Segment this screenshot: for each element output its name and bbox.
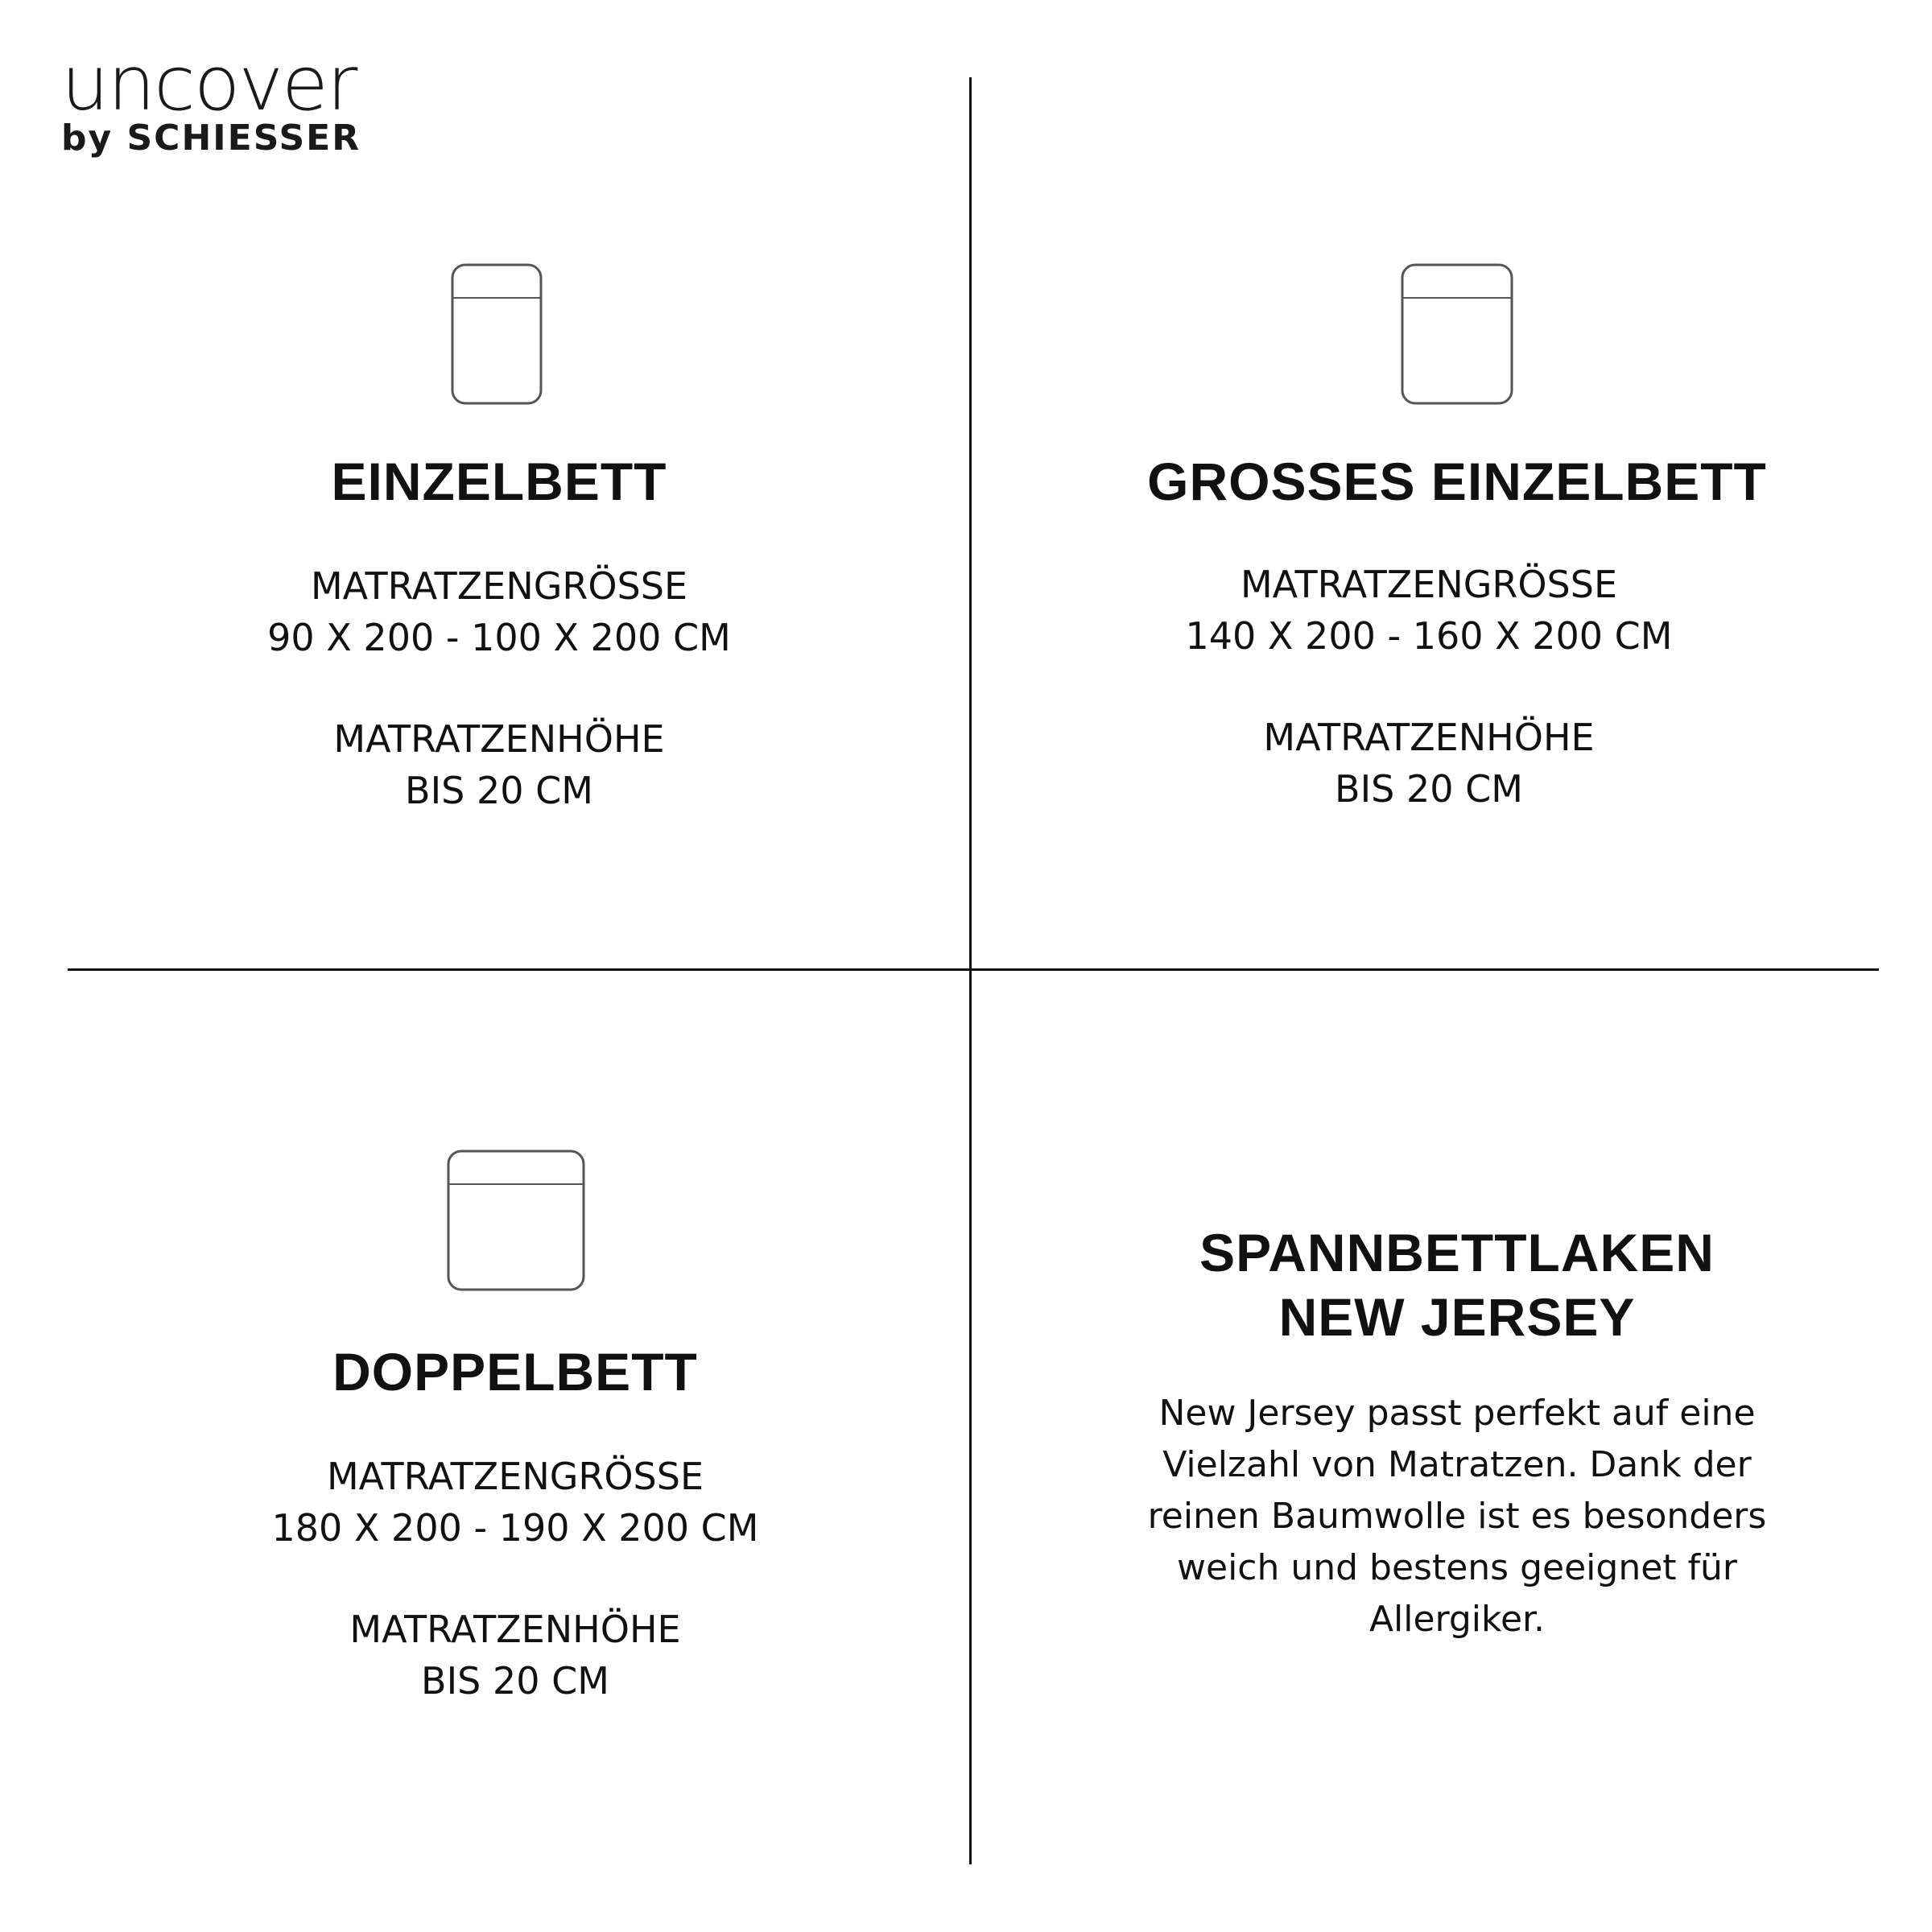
height-label: MATRATZENHÖHE bbox=[333, 717, 665, 761]
panel-large-single-bed-specs bbox=[1107, 559, 1751, 815]
panel-title: EINZELBETT bbox=[331, 452, 667, 511]
panel-single-bed bbox=[177, 449, 821, 816]
product-description: New Jersey passt perfekt auf eine Vielzahl von Matratzen. Dank der reinen Baumwolle ist es besonders weich und bestens geeignet für Allergiker. bbox=[1147, 1393, 1767, 1640]
panel-title: GROSSES EINZELBETT bbox=[1147, 452, 1767, 511]
vertical-divider bbox=[969, 77, 972, 1864]
logo-wordmark: uncover bbox=[61, 40, 357, 128]
height-value: BIS 20 CM bbox=[1335, 767, 1523, 811]
size-value: 180 X 200 - 190 X 200 CM bbox=[271, 1506, 759, 1550]
height-value: BIS 20 CM bbox=[421, 1659, 609, 1703]
brand-logo bbox=[61, 40, 480, 159]
logo-subline: by SCHIESSER bbox=[61, 118, 361, 159]
product-title-line1: SPANNBETTLAKEN bbox=[1199, 1223, 1715, 1282]
large-single-bed-icon bbox=[1401, 263, 1513, 405]
panel-double-bed bbox=[193, 1340, 837, 1707]
double-bed-icon bbox=[447, 1150, 585, 1291]
size-label: MATRATZENGRÖSSE bbox=[326, 1455, 704, 1498]
size-label: MATRATZENGRÖSSE bbox=[310, 564, 688, 608]
single-bed-icon bbox=[451, 263, 543, 405]
size-value: 140 X 200 - 160 X 200 CM bbox=[1185, 614, 1673, 658]
height-value: BIS 20 CM bbox=[405, 769, 593, 812]
size-label: MATRATZENGRÖSSE bbox=[1240, 563, 1618, 606]
panel-product-info bbox=[1111, 1220, 1803, 1645]
horizontal-divider bbox=[68, 968, 1879, 971]
panel-title: DOPPELBETT bbox=[332, 1342, 698, 1402]
product-title-line2: NEW JERSEY bbox=[1278, 1287, 1636, 1347]
panel-large-single-bed bbox=[1119, 449, 1795, 514]
size-value: 90 X 200 - 100 X 200 CM bbox=[267, 616, 731, 659]
height-label: MATRATZENHÖHE bbox=[349, 1608, 681, 1651]
height-label: MATRATZENHÖHE bbox=[1263, 716, 1595, 759]
